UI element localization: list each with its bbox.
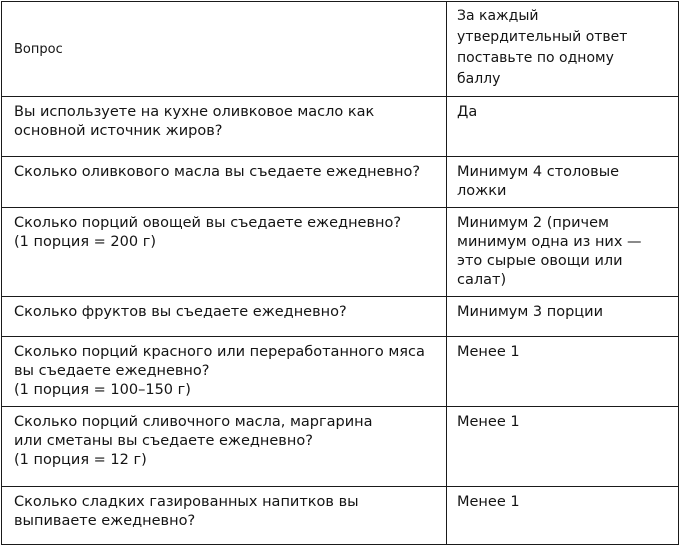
answer-line: Да: [457, 104, 478, 120]
answer-line: Минимум 2 (причем: [457, 215, 609, 231]
answer-line: Менее 1: [457, 344, 520, 360]
question-line: (1 порция = 200 г): [14, 234, 156, 250]
answer-cell: [447, 487, 679, 545]
question-line: или сметаны вы съедаете ежедневно?: [14, 433, 313, 449]
answer-cell: [447, 97, 679, 157]
question-line: (1 порция = 12 г): [14, 452, 147, 468]
table-row: [2, 157, 679, 208]
answer-line: Менее 1: [457, 414, 520, 430]
header-row: [2, 2, 679, 97]
table-row: [2, 487, 679, 545]
answer-cell: [447, 297, 679, 337]
answer-cell: [447, 157, 679, 208]
question-line: выпиваете ежедневно?: [14, 513, 196, 529]
question-cell: [2, 97, 447, 157]
question-line: Вы используете на кухне оливковое масло как: [14, 104, 375, 120]
answer-line: минимум одна из них —: [457, 234, 642, 250]
question-cell: [2, 208, 447, 297]
question-line: Сколько порций овощей вы съедаете ежедневно?: [14, 215, 402, 231]
table-row: [2, 97, 679, 157]
answer-line: ложки: [457, 183, 507, 199]
table-row: [2, 297, 679, 337]
question-line: вы съедаете ежедневно?: [14, 363, 210, 379]
question-cell: [2, 297, 447, 337]
question-line: (1 порция = 100–150 г): [14, 382, 191, 398]
answer-line: салат): [457, 272, 507, 288]
table-row: [2, 337, 679, 407]
header-question: Вопрос: [2, 2, 447, 97]
answer-line: Минимум 3 порции: [457, 304, 604, 320]
question-cell: [2, 157, 447, 208]
question-cell: [2, 337, 447, 407]
question-line: Сколько порций сливочного масла, маргарина: [14, 414, 373, 430]
answer-cell: [447, 407, 679, 487]
header-points-line: утвердительный ответ: [457, 29, 628, 45]
answer-line: это сырые овощи или: [457, 253, 623, 269]
question-line: Сколько фруктов вы съедаете ежедневно?: [14, 304, 347, 320]
table-row: [2, 208, 679, 297]
answer-line: Минимум 4 столовые: [457, 164, 620, 180]
questionnaire-table: [1, 1, 679, 545]
table-row: [2, 407, 679, 487]
header-points-line: За каждый: [457, 8, 539, 24]
header-points: [447, 2, 679, 97]
header-points-line: баллу: [457, 71, 501, 87]
question-line: Сколько сладких газированных напитков вы: [14, 494, 359, 510]
answer-cell: [447, 337, 679, 407]
header-points-line: поставьте по одному: [457, 50, 614, 66]
question-line: основной источник жиров?: [14, 123, 223, 139]
answer-cell: [447, 208, 679, 297]
question-line: Сколько оливкового масла вы съедаете ежедневно?: [14, 164, 421, 180]
question-cell: [2, 407, 447, 487]
question-line: Сколько порций красного или переработанного мяса: [14, 344, 425, 360]
question-cell: [2, 487, 447, 545]
answer-line: Менее 1: [457, 494, 520, 510]
